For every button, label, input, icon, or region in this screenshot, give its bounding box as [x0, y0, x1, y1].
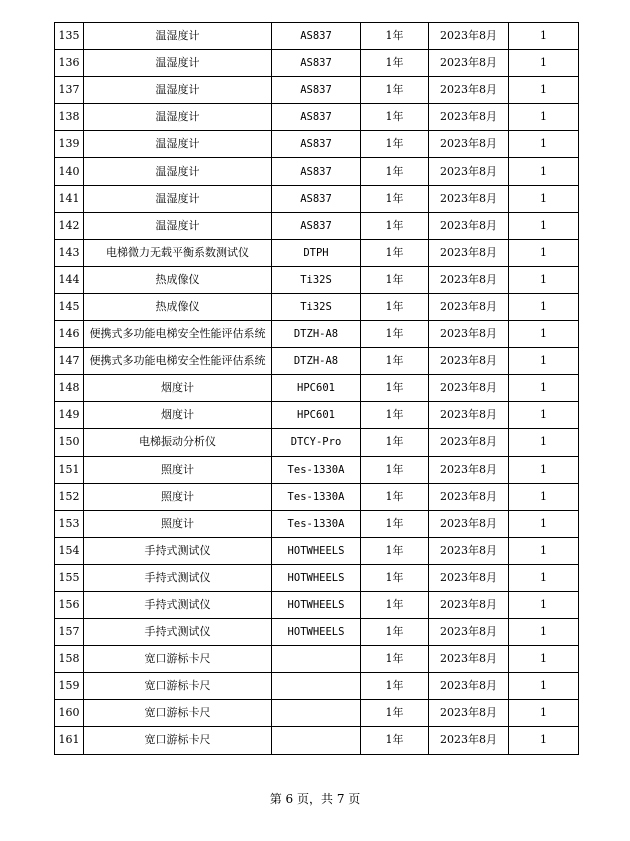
- quantity-cell: 1: [509, 131, 579, 158]
- instrument-name-text: 宽口游标卡尺: [144, 706, 211, 720]
- page-footer: 第 6 页，共 7 页: [269, 792, 361, 806]
- row-number-cell: 148: [55, 375, 84, 402]
- table-row: [55, 185, 579, 212]
- cycle-cell: 1年: [361, 429, 429, 456]
- row-number-cell: 154: [55, 537, 84, 564]
- table-row: [55, 564, 579, 591]
- model-cell: AS837: [272, 50, 361, 77]
- instrument-name-cell: [84, 537, 272, 564]
- table-row: [55, 673, 579, 700]
- instrument-name-cell: [84, 266, 272, 293]
- row-number-cell: 135: [55, 23, 84, 50]
- table-row: [55, 266, 579, 293]
- table-row: [55, 23, 579, 50]
- date-cell: 2023年8月: [429, 483, 509, 510]
- instrument-name-text: 温湿度计: [155, 191, 200, 205]
- instrument-name-cell: [84, 483, 272, 510]
- model-cell: [272, 700, 361, 727]
- quantity-cell: 1: [509, 77, 579, 104]
- cycle-cell: 1年: [361, 375, 429, 402]
- table-row: [55, 375, 579, 402]
- instrument-name-cell: [84, 212, 272, 239]
- date-cell: 2023年8月: [429, 77, 509, 104]
- model-cell: HPC601: [272, 375, 361, 402]
- model-cell: AS837: [272, 131, 361, 158]
- instrument-name-cell: [84, 591, 272, 618]
- model-cell: AS837: [272, 158, 361, 185]
- instrument-name-cell: [84, 321, 272, 348]
- table-row: [55, 348, 579, 375]
- cycle-cell: 1年: [361, 104, 429, 131]
- model-cell: AS837: [272, 77, 361, 104]
- instrument-name-text: 照度计: [161, 462, 194, 476]
- instrument-name-cell: [84, 158, 272, 185]
- instrument-name-text: 温湿度计: [155, 164, 200, 178]
- row-number-cell: 156: [55, 591, 84, 618]
- quantity-cell: 1: [509, 402, 579, 429]
- row-number-cell: 150: [55, 429, 84, 456]
- instrument-name-cell: [84, 348, 272, 375]
- date-cell: 2023年8月: [429, 23, 509, 50]
- quantity-cell: 1: [509, 185, 579, 212]
- date-cell: 2023年8月: [429, 673, 509, 700]
- instrument-name-text: 宽口游标卡尺: [144, 652, 211, 666]
- quantity-cell: 1: [509, 23, 579, 50]
- instrument-name-cell: [84, 375, 272, 402]
- quantity-cell: 1: [509, 619, 579, 646]
- date-cell: 2023年8月: [429, 727, 509, 754]
- instrument-name-cell: [84, 429, 272, 456]
- date-cell: 2023年8月: [429, 375, 509, 402]
- instrument-name-text: 温湿度计: [155, 29, 200, 43]
- table-row: [55, 104, 579, 131]
- row-number-cell: 142: [55, 212, 84, 239]
- quantity-cell: 1: [509, 591, 579, 618]
- date-cell: 2023年8月: [429, 429, 509, 456]
- instrument-name-text: 烟度计: [161, 408, 194, 422]
- date-cell: 2023年8月: [429, 239, 509, 266]
- row-number-cell: 161: [55, 727, 84, 754]
- table-row: [55, 510, 579, 537]
- instrument-name-cell: [84, 185, 272, 212]
- date-cell: 2023年8月: [429, 212, 509, 239]
- quantity-cell: 1: [509, 266, 579, 293]
- instrument-name-text: 烟度计: [161, 381, 194, 395]
- cycle-cell: 1年: [361, 266, 429, 293]
- row-number-cell: 136: [55, 50, 84, 77]
- table-row: [55, 727, 579, 754]
- table-row: [55, 293, 579, 320]
- date-cell: 2023年8月: [429, 158, 509, 185]
- cycle-cell: 1年: [361, 646, 429, 673]
- cycle-cell: 1年: [361, 131, 429, 158]
- instrument-name-text: 宽口游标卡尺: [144, 679, 211, 693]
- table-row: [55, 429, 579, 456]
- cycle-cell: 1年: [361, 77, 429, 104]
- model-cell: HOTWHEELS: [272, 591, 361, 618]
- row-number-cell: 141: [55, 185, 84, 212]
- table-row: [55, 131, 579, 158]
- date-cell: 2023年8月: [429, 619, 509, 646]
- instrument-name-text: 手持式测试仪: [144, 570, 211, 584]
- cycle-cell: 1年: [361, 483, 429, 510]
- table-row: [55, 212, 579, 239]
- model-cell: HPC601: [272, 402, 361, 429]
- model-cell: HOTWHEELS: [272, 564, 361, 591]
- date-cell: 2023年8月: [429, 293, 509, 320]
- model-cell: Ti32S: [272, 266, 361, 293]
- cycle-cell: 1年: [361, 50, 429, 77]
- row-number-cell: 159: [55, 673, 84, 700]
- instrument-name-text: 手持式测试仪: [144, 543, 211, 557]
- row-number-cell: 138: [55, 104, 84, 131]
- row-number-cell: 160: [55, 700, 84, 727]
- quantity-cell: 1: [509, 727, 579, 754]
- model-cell: AS837: [272, 212, 361, 239]
- instrument-name-cell: [84, 700, 272, 727]
- table-row: [55, 700, 579, 727]
- cycle-cell: 1年: [361, 212, 429, 239]
- date-cell: 2023年8月: [429, 104, 509, 131]
- date-cell: 2023年8月: [429, 456, 509, 483]
- date-cell: 2023年8月: [429, 591, 509, 618]
- row-number-cell: 149: [55, 402, 84, 429]
- table-row: [55, 402, 579, 429]
- instrument-name-text: 温湿度计: [155, 137, 200, 151]
- date-cell: 2023年8月: [429, 321, 509, 348]
- instrument-name-cell: [84, 50, 272, 77]
- quantity-cell: 1: [509, 564, 579, 591]
- row-number-cell: 143: [55, 239, 84, 266]
- instrument-name-text: 热成像仪: [155, 299, 200, 313]
- cycle-cell: 1年: [361, 537, 429, 564]
- date-cell: 2023年8月: [429, 564, 509, 591]
- cycle-cell: 1年: [361, 23, 429, 50]
- cycle-cell: 1年: [361, 673, 429, 700]
- model-cell: AS837: [272, 185, 361, 212]
- cycle-cell: 1年: [361, 185, 429, 212]
- cycle-cell: 1年: [361, 158, 429, 185]
- cycle-cell: 1年: [361, 348, 429, 375]
- instrument-name-cell: [84, 77, 272, 104]
- date-cell: 2023年8月: [429, 185, 509, 212]
- date-cell: 2023年8月: [429, 50, 509, 77]
- quantity-cell: 1: [509, 700, 579, 727]
- quantity-cell: 1: [509, 537, 579, 564]
- table-row: [55, 158, 579, 185]
- table-row: [55, 537, 579, 564]
- cycle-cell: 1年: [361, 727, 429, 754]
- cycle-cell: 1年: [361, 321, 429, 348]
- instrument-name-cell: [84, 293, 272, 320]
- table-row: [55, 483, 579, 510]
- instrument-name-cell: [84, 646, 272, 673]
- date-cell: 2023年8月: [429, 348, 509, 375]
- instrument-name-text: 温湿度计: [155, 218, 200, 232]
- table-row: [55, 619, 579, 646]
- model-cell: [272, 673, 361, 700]
- instrument-name-cell: [84, 456, 272, 483]
- row-number-cell: 153: [55, 510, 84, 537]
- row-number-cell: 158: [55, 646, 84, 673]
- row-number-cell: 152: [55, 483, 84, 510]
- instrument-name-cell: [84, 727, 272, 754]
- quantity-cell: 1: [509, 456, 579, 483]
- row-number-cell: 147: [55, 348, 84, 375]
- table-row: [55, 646, 579, 673]
- cycle-cell: 1年: [361, 619, 429, 646]
- instrument-name-cell: [84, 402, 272, 429]
- instrument-name-text: 照度计: [161, 516, 194, 530]
- quantity-cell: 1: [509, 483, 579, 510]
- date-cell: 2023年8月: [429, 266, 509, 293]
- quantity-cell: 1: [509, 375, 579, 402]
- cycle-cell: 1年: [361, 402, 429, 429]
- row-number-cell: 139: [55, 131, 84, 158]
- cycle-cell: 1年: [361, 510, 429, 537]
- row-number-cell: 144: [55, 266, 84, 293]
- instrument-name-cell: [84, 564, 272, 591]
- quantity-cell: 1: [509, 239, 579, 266]
- date-cell: 2023年8月: [429, 537, 509, 564]
- quantity-cell: 1: [509, 104, 579, 131]
- instrument-name-text: 温湿度计: [155, 83, 200, 97]
- instrument-name-text: 电梯微力无载平衡系数测试仪: [106, 245, 249, 259]
- cycle-cell: 1年: [361, 239, 429, 266]
- table-row: [55, 591, 579, 618]
- instrument-name-text: 温湿度计: [155, 110, 200, 124]
- model-cell: AS837: [272, 23, 361, 50]
- instrument-name-text: 便携式多功能电梯安全性能评估系统: [89, 327, 266, 341]
- instrument-name-cell: [84, 239, 272, 266]
- model-cell: HOTWHEELS: [272, 537, 361, 564]
- cycle-cell: 1年: [361, 293, 429, 320]
- model-cell: DTCY-Pro: [272, 429, 361, 456]
- table-row: [55, 239, 579, 266]
- quantity-cell: 1: [509, 429, 579, 456]
- instrument-name-text: 温湿度计: [155, 56, 200, 70]
- instrument-name-text: 便携式多功能电梯安全性能评估系统: [89, 354, 266, 368]
- cycle-cell: 1年: [361, 700, 429, 727]
- model-cell: Tes-1330A: [272, 510, 361, 537]
- table-row: [55, 50, 579, 77]
- instrument-name-text: 宽口游标卡尺: [144, 733, 211, 747]
- quantity-cell: 1: [509, 673, 579, 700]
- quantity-cell: 1: [509, 510, 579, 537]
- instrument-name-cell: [84, 619, 272, 646]
- quantity-cell: 1: [509, 50, 579, 77]
- table-row: [55, 456, 579, 483]
- quantity-cell: 1: [509, 293, 579, 320]
- model-cell: [272, 646, 361, 673]
- cycle-cell: 1年: [361, 456, 429, 483]
- date-cell: 2023年8月: [429, 700, 509, 727]
- model-cell: DTZH-A8: [272, 321, 361, 348]
- table-row: [55, 77, 579, 104]
- instrument-name-text: 手持式测试仪: [144, 598, 211, 612]
- row-number-cell: 155: [55, 564, 84, 591]
- quantity-cell: 1: [509, 646, 579, 673]
- model-cell: AS837: [272, 104, 361, 131]
- model-cell: DTZH-A8: [272, 348, 361, 375]
- row-number-cell: 157: [55, 619, 84, 646]
- row-number-cell: 151: [55, 456, 84, 483]
- model-cell: Tes-1330A: [272, 483, 361, 510]
- row-number-cell: 137: [55, 77, 84, 104]
- date-cell: 2023年8月: [429, 646, 509, 673]
- equipment-table-body: [55, 23, 579, 755]
- quantity-cell: 1: [509, 212, 579, 239]
- cycle-cell: 1年: [361, 591, 429, 618]
- quantity-cell: 1: [509, 321, 579, 348]
- date-cell: 2023年8月: [429, 131, 509, 158]
- row-number-cell: 140: [55, 158, 84, 185]
- model-cell: [272, 727, 361, 754]
- instrument-name-cell: [84, 23, 272, 50]
- instrument-name-cell: [84, 510, 272, 537]
- instrument-name-cell: [84, 673, 272, 700]
- date-cell: 2023年8月: [429, 402, 509, 429]
- quantity-cell: 1: [509, 348, 579, 375]
- model-cell: DTPH: [272, 239, 361, 266]
- equipment-table: [54, 22, 579, 755]
- instrument-name-cell: [84, 131, 272, 158]
- date-cell: 2023年8月: [429, 510, 509, 537]
- model-cell: Tes-1330A: [272, 456, 361, 483]
- cycle-cell: 1年: [361, 564, 429, 591]
- instrument-name-text: 照度计: [161, 489, 194, 503]
- model-cell: Ti32S: [272, 293, 361, 320]
- instrument-name-cell: [84, 104, 272, 131]
- row-number-cell: 145: [55, 293, 84, 320]
- quantity-cell: 1: [509, 158, 579, 185]
- row-number-cell: 146: [55, 321, 84, 348]
- table-row: [55, 321, 579, 348]
- instrument-name-text: 热成像仪: [155, 272, 200, 286]
- model-cell: HOTWHEELS: [272, 619, 361, 646]
- instrument-name-text: 电梯振动分析仪: [139, 435, 216, 449]
- instrument-name-text: 手持式测试仪: [144, 625, 211, 639]
